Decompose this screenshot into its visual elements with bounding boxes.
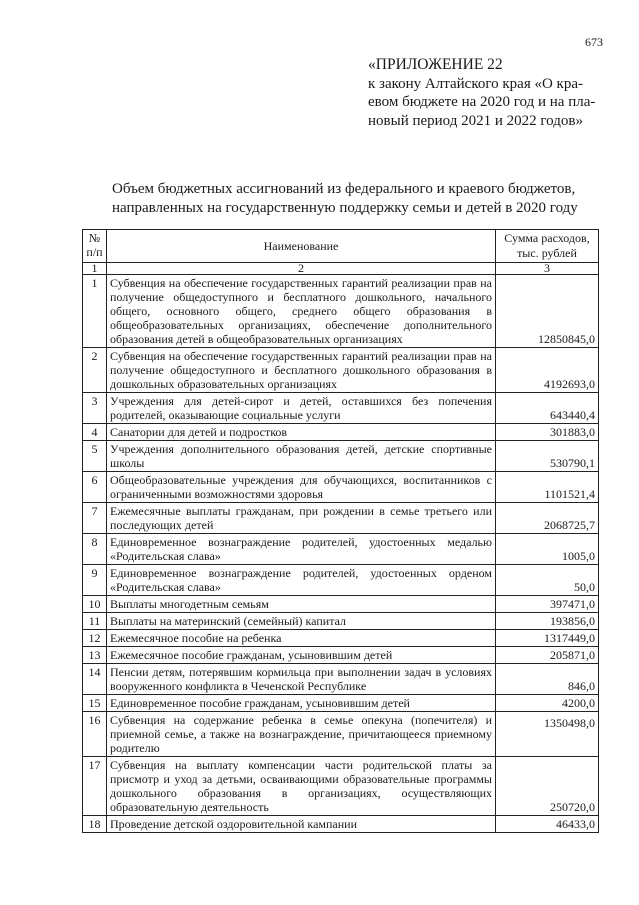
row-name: Учреждения для детей-сирот и детей, оставшихся без попечения родителей, оказывающие социальные услуги (107, 393, 496, 424)
table-row (83, 441, 599, 472)
table-row (83, 647, 599, 664)
row-sum: 397471,0 (496, 596, 599, 613)
table-row (83, 503, 599, 534)
table-row (83, 534, 599, 565)
row-name: Общеобразовательные учреждения для обучающихся, воспитанников с ограниченными возможностями здоровья (107, 472, 496, 503)
row-number: 11 (83, 613, 107, 630)
header-number (83, 230, 107, 263)
row-number: 5 (83, 441, 107, 472)
table-row (83, 757, 599, 816)
row-number: 15 (83, 695, 107, 712)
header-sum-unit: тыс. рублей (517, 246, 577, 260)
document-title-line: направленных на государственную поддержку семьи и детей в 2020 году (112, 200, 578, 216)
row-number: 4 (83, 424, 107, 441)
row-name: Единовременное вознаграждение родителей, удостоенных орденом «Родительская слава» (107, 565, 496, 596)
table-row (83, 664, 599, 695)
header-sum-label: Сумма расходов, (504, 231, 590, 245)
column-number: 2 (107, 263, 496, 275)
row-number: 12 (83, 630, 107, 647)
row-number: 14 (83, 664, 107, 695)
row-name: Субвенция на обеспечение государственных гарантий реализации прав на получение общедоступного и бесплатного дошкольного образования в дошкольных образовательных организациях (107, 348, 496, 393)
row-number: 1 (83, 275, 107, 348)
row-sum: 1350498,0 (496, 712, 599, 757)
header-number-abbr: п/п (86, 245, 103, 259)
row-number: 16 (83, 712, 107, 757)
row-name: Субвенция на содержание ребенка в семье опекуна (попечителя) и приемной семье, а также на вознаграждение, причитающееся приемному родителю (107, 712, 496, 757)
row-name: Единовременное вознаграждение родителей, удостоенных медалью «Родительская слава» (107, 534, 496, 565)
appendix-line: новый период 2021 и 2022 годов» (368, 112, 583, 129)
row-number: 13 (83, 647, 107, 664)
row-sum: 193856,0 (496, 613, 599, 630)
row-number: 10 (83, 596, 107, 613)
row-number: 7 (83, 503, 107, 534)
column-number: 1 (83, 263, 107, 275)
table-row (83, 393, 599, 424)
row-sum: 4200,0 (496, 695, 599, 712)
row-sum: 846,0 (496, 664, 599, 695)
row-sum: 530790,1 (496, 441, 599, 472)
budget-table (82, 229, 599, 833)
table-row (83, 596, 599, 613)
row-number: 6 (83, 472, 107, 503)
row-sum: 1005,0 (496, 534, 599, 565)
row-name: Ежемесячные выплаты гражданам, при рождении в семье третьего или последующих детей (107, 503, 496, 534)
row-sum: 46433,0 (496, 816, 599, 833)
row-sum: 1101521,4 (496, 472, 599, 503)
row-name: Пенсии детям, потерявшим кормильца при выполнении задач в условиях вооруженного конфликта в Чеченской Республике (107, 664, 496, 695)
table-row (83, 695, 599, 712)
appendix-line: к закону Алтайского края «О кра- (368, 75, 583, 92)
table-row (83, 630, 599, 647)
row-sum: 301883,0 (496, 424, 599, 441)
row-sum: 12850845,0 (496, 275, 599, 348)
row-number: 9 (83, 565, 107, 596)
column-numbers-row (83, 263, 599, 275)
document-title-line: Объем бюджетных ассигнований из федерального и краевого бюджетов, (112, 181, 576, 197)
row-name: Проведение детской оздоровительной кампании (107, 816, 496, 833)
row-sum: 50,0 (496, 565, 599, 596)
row-name: Выплаты многодетным семьям (107, 596, 496, 613)
row-name: Санатории для детей и подростков (107, 424, 496, 441)
row-sum: 1317449,0 (496, 630, 599, 647)
row-sum: 250720,0 (496, 757, 599, 816)
column-number: 3 (496, 263, 599, 275)
row-number: 8 (83, 534, 107, 565)
row-sum: 205871,0 (496, 647, 599, 664)
table-row (83, 472, 599, 503)
header-name: Наименование (107, 230, 496, 263)
row-sum: 2068725,7 (496, 503, 599, 534)
table-row (83, 816, 599, 833)
row-sum: 4192693,0 (496, 348, 599, 393)
row-name: Субвенция на обеспечение государственных гарантий реализации прав на получение общедоступного и бесплатного дошкольного, начального общего, основного общего, среднего общего образования в общеобразовательных организациях, обеспечение дополнительного образования детей в общеобразовательных организациях (107, 275, 496, 348)
page-number: 673 (585, 35, 603, 49)
appendix-line: евом бюджете на 2020 год и на пла- (368, 94, 596, 110)
row-name: Учреждения дополнительного образования детей, детские спортивные школы (107, 441, 496, 472)
table-row (83, 348, 599, 393)
document-title (112, 180, 592, 218)
row-name: Субвенция на выплату компенсации части родительской платы за присмотр и уход за детьми, осваивающими образовательные программы дошкольного образования в организациях, осуществляющих образовательную деятельность (107, 757, 496, 816)
header-sum (496, 230, 599, 263)
row-name: Единовременное пособие гражданам, усыновившим детей (107, 695, 496, 712)
table-row (83, 424, 599, 441)
appendix-title: «ПРИЛОЖЕНИЕ 22 (368, 56, 503, 73)
row-name: Ежемесячное пособие гражданам, усыновившим детей (107, 647, 496, 664)
table-row (83, 712, 599, 757)
row-number: 18 (83, 816, 107, 833)
table-header-row (83, 230, 599, 263)
header-number-symbol: № (88, 231, 101, 245)
appendix-header (368, 56, 618, 130)
row-number: 3 (83, 393, 107, 424)
table-row (83, 613, 599, 630)
row-name: Выплаты на материнский (семейный) капитал (107, 613, 496, 630)
table-row (83, 275, 599, 348)
table-row (83, 565, 599, 596)
row-sum: 643440,4 (496, 393, 599, 424)
row-name: Ежемесячное пособие на ребенка (107, 630, 496, 647)
table-body (83, 275, 599, 833)
row-number: 2 (83, 348, 107, 393)
row-number: 17 (83, 757, 107, 816)
